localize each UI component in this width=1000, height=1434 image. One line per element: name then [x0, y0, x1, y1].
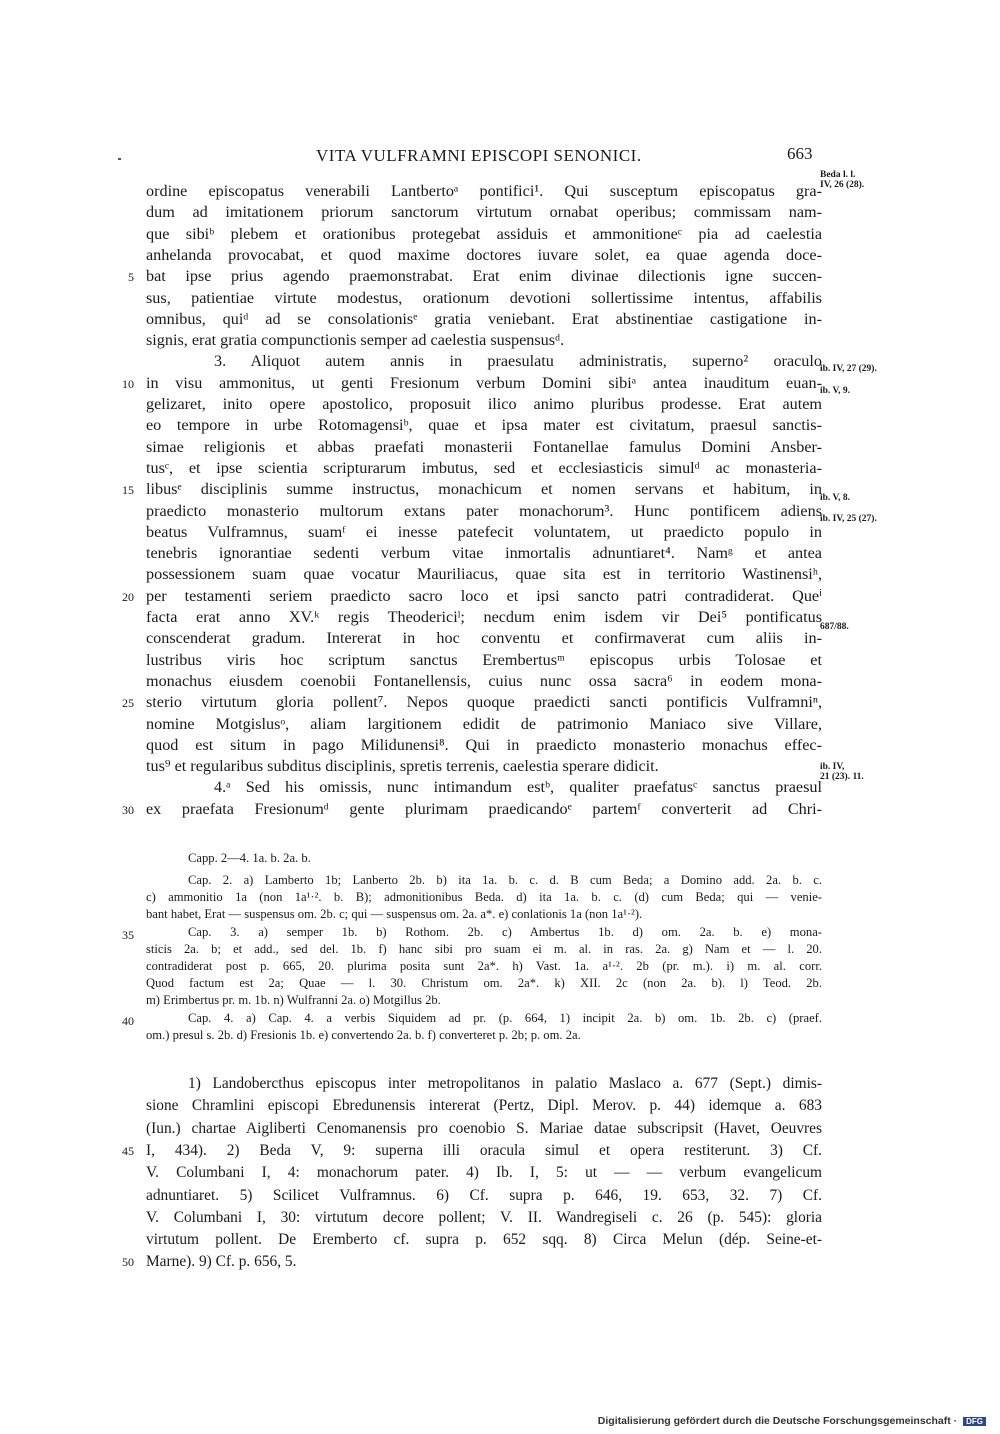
text-line: Cap. 4. a) Cap. 4. a verbis Siquidem ad pr. (p. 664, 1) incipit 2a. b) om. 1b. 2b. c) (praef. — [188, 1010, 822, 1025]
text-line: que sibiᵇ plebem et orationibus protegebat assiduis et ammonitioneᶜ pia ad caelestia — [146, 224, 822, 243]
text-line: in visu ammonitus, ut genti Fresionum verbum Domini sibiᵃ antea inauditum euan- — [146, 373, 822, 392]
text-line: gelizaret, inito opere apostolico, proposuit ilico animo pluribus prodesse. Erat autem — [146, 395, 822, 413]
running-title: VITA VULFRAMNI EPISCOPI SENONICI. — [316, 146, 642, 165]
text-line: omnibus, quiᵈ ad se consolationisᵉ gratia veniebant. Erat abstinentiae castigatione in- — [146, 309, 822, 328]
text-line: facta erat anno XV.ᵏ regis Theodericiˡ; necdum enim isdem vir Dei⁵ pontificatus — [146, 608, 822, 626]
text-line: dum ad imitationem priorum sanctorum virtutum ornabat operibus; commissam nam- — [146, 203, 822, 222]
text-line: Marne). 9) Cf. p. 656, 5. — [146, 1253, 297, 1271]
text-line: tus⁹ et regularibus subditus disciplinis, spretis terrenis, caelestia sperare didicit. — [146, 757, 659, 776]
line-number: 10 — [122, 376, 134, 391]
text-line: sticis 2a. b; et add., sed del. 1b. f) hanc sibi pro suam ei m. al. in ras. 2a. g) Nam et — l. 20. — [146, 941, 822, 956]
text-line: c) ammonitio 1a (non 1a¹·². b. B); admonitionibus Beda. d) ita 1a. b. c. (d) cum Beda; qui — venie- — [146, 890, 822, 905]
text-line: anhelanda provocabat, et quod maxime doctores iuvare solet, ea quae agenda doce- — [146, 245, 822, 264]
text-line: praedicto monasterio multorum extans pater monachorum³. Hunc pontificem adiens — [146, 501, 822, 520]
line-number: 35 — [122, 927, 134, 942]
text-line: bant habet, Erat — suspensus om. 2b. c; qui — suspensus om. 2a. a*. e) conlationis 1a (non 1a¹·²). — [146, 907, 643, 922]
margin-reference: ib. IV, 25 (27). — [820, 514, 877, 524]
text-line: 3. Aliquot autem annis in praesulatu administratis, superno² oraculo — [214, 352, 822, 371]
line-number: 30 — [122, 802, 134, 817]
text-line: bat ipse prius agendo praemonstrabat. Erat enim divinae dilectionis igne succen- — [146, 267, 822, 286]
text-line: Cap. 3. a) semper 1b. b) Rothom. 2b. c) Ambertus 1b. d) om. 2a. b. e) mona- — [188, 924, 822, 939]
text-line: sterio virtutum gloria pollent⁷. Nepos quoque praedicti sancti pontificis Vulframniⁿ, — [146, 693, 822, 712]
text-line: sus, patientiae virtute modestus, orationum devotioni sollertissime intentus, affabilis — [146, 288, 822, 307]
line-number: 40 — [122, 1013, 134, 1028]
text-line: signis, erat gratia compunctionis semper ad caelestia suspensusᵈ. — [146, 331, 565, 350]
text-line: eo tempore in urbe Rotomagensiᵇ, quae et ipsa mater est civitatum, praesul sanctis- — [146, 416, 822, 435]
text-line: libusᵉ disciplinis summe instructus, monachicum et nomen servans et habitum, in — [146, 480, 822, 499]
page-number: 663 — [787, 144, 813, 163]
dfg-logo: DFG — [963, 1417, 986, 1426]
text-line: adnuntiaret. 5) Scilicet Vulframnus. 6) Cf. supra p. 646, 19. 653, 32. 7) Cf. — [146, 1186, 822, 1204]
text-line: conscenderat gradum. Intererat in hoc conventu et confirmaverat cum aliis in- — [146, 629, 822, 648]
text-line: V. Columbani I, 4: monachorum pater. 4) Ib. I, 5: ut — — verbum evangelicum — [146, 1164, 822, 1182]
text-line: sione Chramlini episcopi Ebredunensis intererat (Pertz, Dipl. Merov. p. 44) idemque a. 683 — [146, 1097, 822, 1115]
credit-text: Digitalisierung gefördert durch die Deutsche Forschungsgemeinschaft — [597, 1415, 951, 1427]
line-number: 5 — [128, 270, 134, 285]
text-line: 4.ᵃ Sed his omissis, nunc intimandum estᵇ, qualiter praefatusᶜ sanctus praesul — [214, 778, 822, 797]
line-number: 50 — [122, 1255, 134, 1270]
line-number: 20 — [122, 589, 134, 604]
text-line: Cap. 2. a) Lamberto 1b; Lanberto 2b. b) ita 1a. b. c. d. B cum Beda; a Domino add. 2a. b. c. — [188, 873, 822, 887]
digitization-credit: Digitalisierung gefördert durch die Deutsche Forschungsgemeinschaft · DFG — [598, 1415, 986, 1427]
margin-reference: 687/88. — [820, 622, 849, 632]
text-line: contradiderat post p. 665, 20. plurima posita sunt 2a*. h) Vast. 1a. a¹·². 2b (pr. m.). i) m. al. corr. — [146, 959, 822, 973]
text-line: tusᶜ, et ipse scientia scripturarum imbutus, sed et ecclesiasticis simulᵈ ac monasteria- — [146, 458, 822, 477]
text-line: possessionem suam quae vocatur Mauriliacus, quae sita est in territorio Wastinensiʰ, — [146, 565, 822, 584]
text-line: ex praefata Fresionumᵈ gente plurimam praedicandoᵉ partemᶠ converterit ad Chri- — [146, 799, 822, 818]
margin-reference: ib. IV, — [820, 762, 845, 772]
text-line: beatus Vulframnus, suamᶠ ei inesse patefecit voluntatem, ut praedicto populo in — [146, 522, 822, 541]
text-line: nomine Motgislusᵒ, aliam largitionem edidit de patrimonio Maniaco sive Villare, — [146, 714, 822, 733]
margin-reference: ib. V, 9. — [820, 386, 851, 396]
text-line: lustribus viris hoc scriptum sanctus Erembertusᵐ episcopus urbis Tolosae et — [146, 650, 822, 669]
text-line: simae religionis et abbas praefati monasterii Fontanellae famulus Domini Ansber- — [146, 437, 822, 456]
text-line: quod est situm in pago Milidunensi⁸. Qui in praedicto monasterio monachus effec- — [146, 735, 822, 754]
text-line: I, 434). 2) Beda V, 9: superna illi oracula simul et opera restiterunt. 3) Cf. — [146, 1141, 822, 1159]
text-line: Quod factum est 2a; Quae — l. 30. Christum om. 2a*. k) XII. 2c (non 2a. b). l) Teod. 2b. — [146, 976, 822, 991]
margin-reference: ib. V, 8. — [820, 493, 851, 503]
line-number: 45 — [122, 1143, 134, 1158]
text-line: per testamenti seriem praedicto sacro loco et ipsi sancto patri contradiderat. Queⁱ — [146, 586, 822, 605]
margin-reference: ib. IV, 27 (29). — [820, 364, 877, 374]
margin-dot — [118, 158, 121, 160]
text-line: tenebris ignorantiae sedenti verbum vitae inmortalis adnuntiaret⁴. Namᵍ et antea — [146, 544, 822, 563]
line-number: 15 — [122, 483, 134, 498]
line-number: 25 — [122, 696, 134, 711]
text-line: monachus eiusdem coenobii Fontanellensis, cuius nunc ossa sacra⁶ in eodem mona- — [146, 671, 822, 690]
margin-reference: 21 (23). 11. — [820, 772, 864, 782]
text-line: (Iun.) chartae Aigliberti Cenomanensis pro coenobio S. Mariae datae subscripsit (Havet, Oeuvres — [146, 1119, 822, 1137]
text-line: om.) presul s. 2b. d) Fresionis 1b. e) convertendo 2a. b. f) converteret p. 2b; p. om. 2a. — [146, 1027, 581, 1042]
text-line: ordine episcopatus venerabili Lantbertoᵃ pontifici¹. Qui susceptum episcopatus gra- — [146, 182, 822, 200]
text-line: m) Erimbertus pr. m. 1b. n) Wulfranni 2a. o) Motgillus 2b. — [146, 993, 441, 1008]
margin-reference: IV, 26 (28). — [820, 180, 865, 190]
text-line: virtutum pollent. De Eremberto cf. supra p. 652 sqq. 8) Circa Melun (dép. Seine-et- — [146, 1231, 822, 1249]
footnotes-header: Capp. 2—4. 1a. b. 2a. b. — [188, 851, 311, 865]
text-line: 1) Landobercthus episcopus inter metropolitanos in palatio Maslaco a. 677 (Sept.) dimis- — [188, 1075, 822, 1092]
margin-reference: Beda l. l. — [820, 170, 856, 180]
text-line: V. Columbani I, 30: virtutum decore pollent; V. II. Wandregiseli c. 26 (p. 545): gloria — [146, 1208, 822, 1226]
